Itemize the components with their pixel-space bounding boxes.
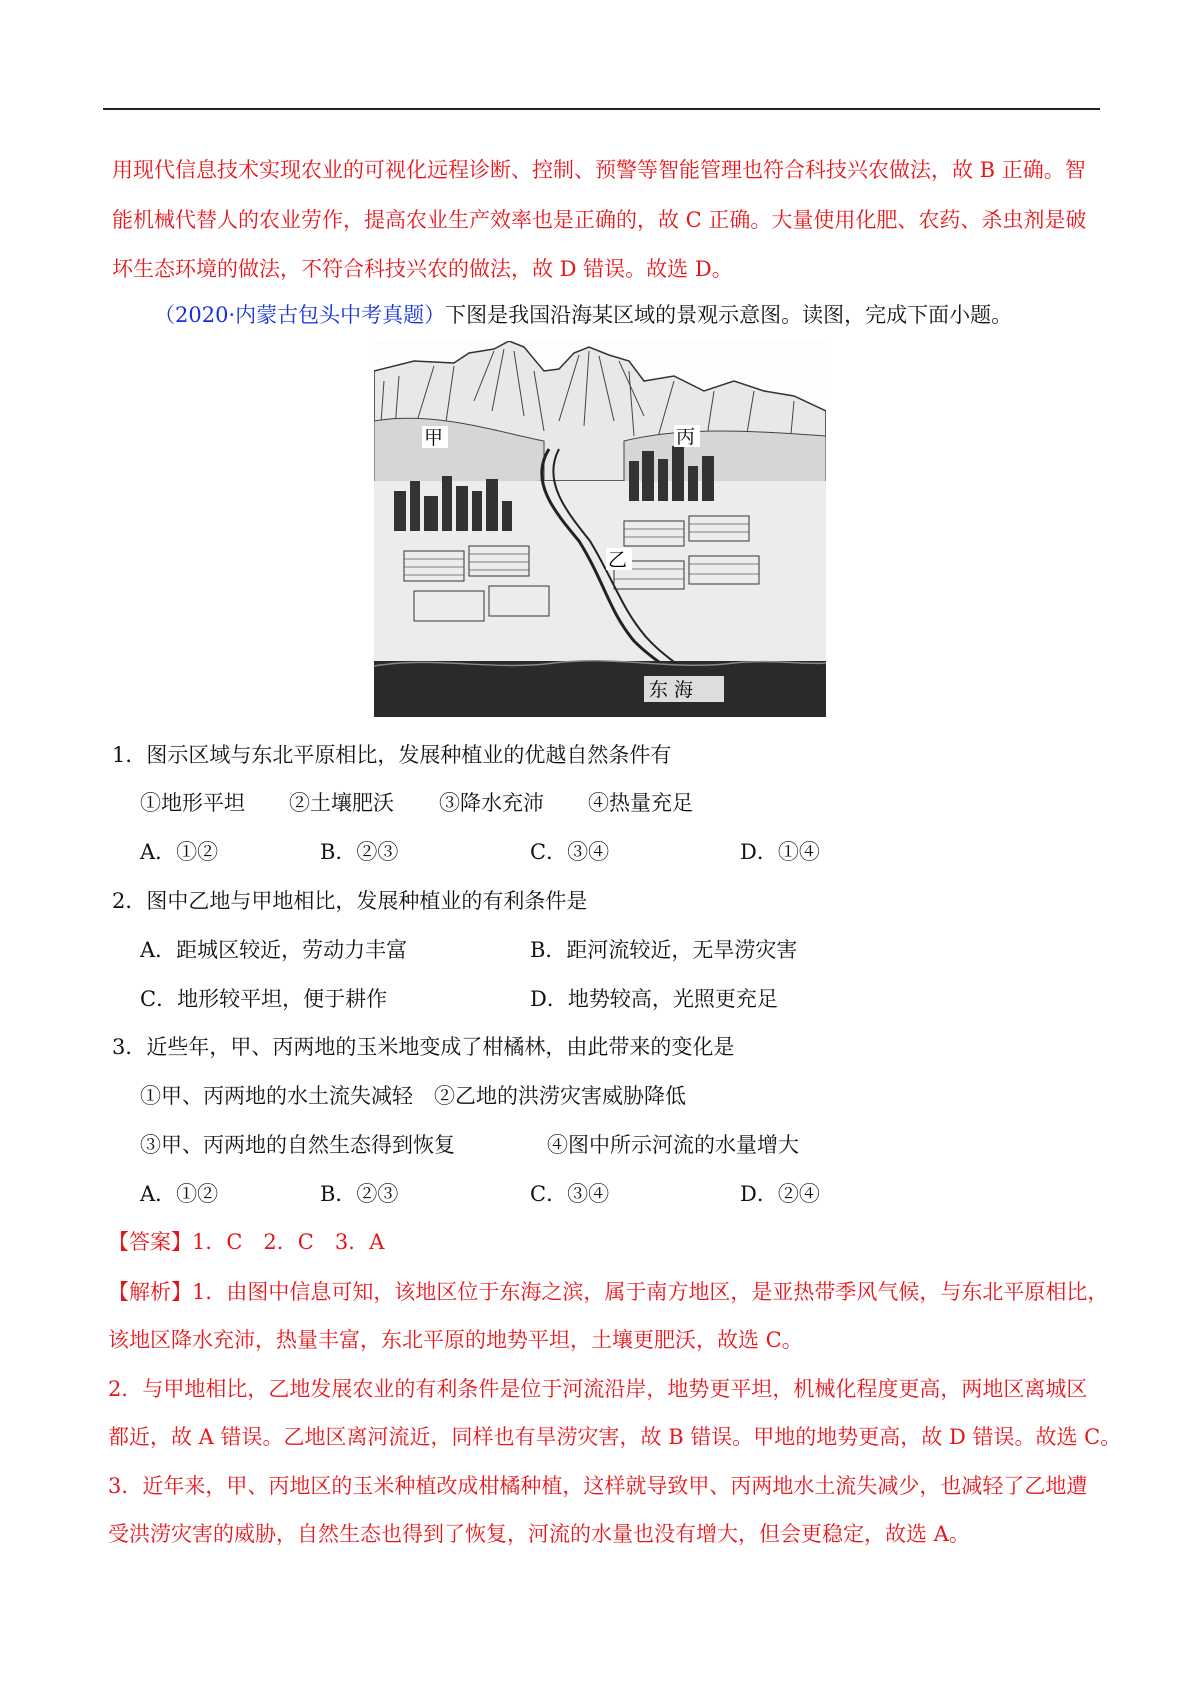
q1-stem: 1．图示区域与东北平原相比，发展种植业的优越自然条件有 <box>112 743 672 767</box>
q3-option-a: A．①② <box>140 1182 219 1206</box>
q3-item-1: ①甲、丙两地的水土流失减轻 <box>140 1084 413 1108</box>
q1-options <box>0 838 1200 866</box>
analysis-line-5: 3．近年来，甲、丙地区的玉米种植改成柑橘种植，这样就导致甲、丙两地水土流失减少，也减轻了乙地遭 <box>108 1474 1088 1498</box>
analysis-line-3: 2．与甲地相比，乙地发展农业的有利条件是位于河流沿岸，地势更平坦，机械化程度更高，两地区离城区 <box>108 1377 1088 1401</box>
q2-options-row-2 <box>0 985 1200 1013</box>
q3-items-row-1 <box>0 1082 1200 1110</box>
q3-option-b: B．②③ <box>320 1182 399 1206</box>
q1-option-c: C．③④ <box>530 840 610 864</box>
q3-item-3: ③甲、丙两地的自然生态得到恢复 <box>140 1133 455 1157</box>
header-rule <box>103 108 1100 110</box>
q1-item-1: ①地形平坦 <box>140 791 245 815</box>
intro-line-2: 能机械代替人的农业劳作，提高农业生产效率也是正确的，故 C 正确。大量使用化肥、农药、杀虫剂是破 <box>112 208 1087 232</box>
q1-item-3: ③降水充沛 <box>439 791 544 815</box>
q1-item-4: ④热量充足 <box>588 791 693 815</box>
q1-item-2: ②土壤肥沃 <box>289 791 394 815</box>
q2-option-c: C．地形较平坦，便于耕作 <box>140 987 388 1011</box>
label-sea: 东 海 <box>649 679 694 701</box>
intro-line-3: 坏生态环境的做法，不符合科技兴农的做法，故 D 错误。故选 D。 <box>112 257 733 281</box>
q2-option-d: D．地势较高，光照更充足 <box>530 987 778 1011</box>
q3-options <box>0 1180 1200 1208</box>
q3-option-c: C．③④ <box>530 1182 610 1206</box>
q2-stem: 2．图中乙地与甲地相比，发展种植业的有利条件是 <box>112 889 588 913</box>
analysis-line-2: 该地区降水充沛，热量丰富，东北平原的地势平坦，土壤更肥沃，故选 C。 <box>108 1328 803 1352</box>
q2-options-row-1 <box>0 936 1200 964</box>
intro-line-1: 用现代信息技术实现农业的可视化远程诊断、控制、预警等智能管理也符合科技兴农做法，故 B 正确。智 <box>112 158 1086 182</box>
analysis-line-1: 【解析】1．由图中信息可知，该地区位于东海之滨，属于南方地区，是亚热带季风气候，与东北平原相比， <box>108 1280 1109 1304</box>
analysis-line-6: 受洪涝灾害的威胁，自然生态也得到了恢复，河流的水量也没有增大，但会更稳定，故选 A。 <box>108 1522 970 1546</box>
q1-items <box>0 789 1200 817</box>
coastal-landscape-figure <box>374 341 826 717</box>
question-intro <box>154 301 1012 329</box>
q2-option-a: A．距城区较近，劳动力丰富 <box>140 938 408 962</box>
label-yi: 乙 <box>608 549 628 571</box>
q3-item-4: ④图中所示河流的水量增大 <box>547 1133 799 1157</box>
q3-option-d: D．②④ <box>740 1182 820 1206</box>
q3-stem: 3．近些年，甲、丙两地的玉米地变成了柑橘林，由此带来的变化是 <box>112 1035 735 1059</box>
source-label: （2020·内蒙古包头中考真题） <box>154 303 446 327</box>
label-jia: 甲 <box>424 427 444 449</box>
prompt-text: 下图是我国沿海某区域的景观示意图。读图，完成下面小题。 <box>445 303 1013 327</box>
answer-line: 【答案】1．C 2．C 3．A <box>108 1230 385 1254</box>
q1-option-a: A．①② <box>140 840 219 864</box>
q2-option-b: B．距河流较近，无旱涝灾害 <box>530 938 798 962</box>
q3-items-row-2 <box>0 1131 1200 1159</box>
label-bing: 丙 <box>676 426 696 448</box>
analysis-line-4: 都近，故 A 错误。乙地区离河流近，同样也有旱涝灾害，故 B 错误。甲地的地势更高，故 D 错误。故选 C。 <box>108 1425 1122 1449</box>
q3-item-2: ②乙地的洪涝灾害威胁降低 <box>434 1084 686 1108</box>
q1-option-b: B．②③ <box>320 840 399 864</box>
q1-option-d: D．①④ <box>740 840 820 864</box>
